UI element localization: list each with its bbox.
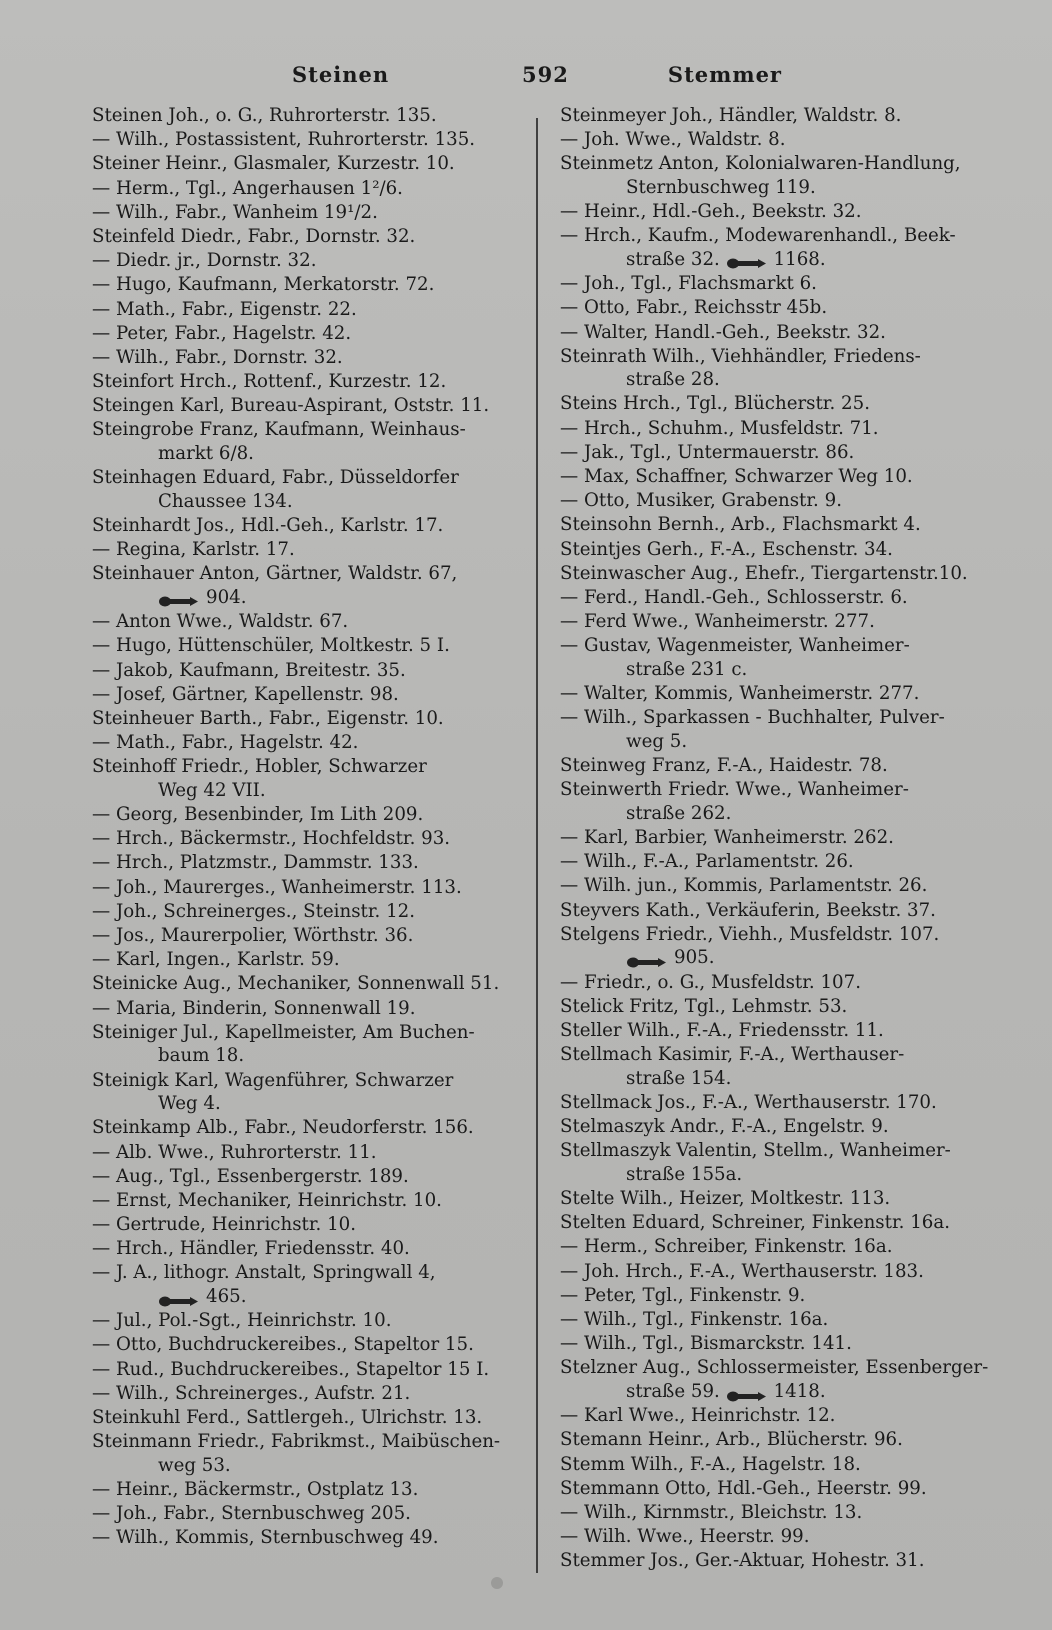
entry-continuation: weg 5.: [626, 730, 688, 752]
header-last-name: Stemmer: [667, 62, 782, 87]
directory-entry: [92, 1430, 522, 1477]
directory-entry: [92, 538, 522, 562]
page-number: 592: [522, 62, 569, 87]
directory-entry: [560, 1139, 985, 1186]
entry-line: — Rud., Buchdruckereibes., Stapeltor 15 I.: [92, 1358, 490, 1380]
directory-entry: [92, 1189, 522, 1213]
directory-entry: [560, 200, 985, 224]
directory-entry: [560, 610, 985, 634]
directory-entry: [92, 249, 522, 273]
entry-line: Stelgens Friedr., Viehh., Musfeldstr. 107.: [560, 923, 940, 945]
entry-line: Steinmetz Anton, Kolonialwaren-Handlung,: [560, 153, 961, 175]
column-divider: [536, 118, 538, 1573]
entry-line: Steins Hrch., Tgl., Blücherstr. 25.: [560, 393, 870, 415]
telephone-icon: [158, 591, 200, 604]
directory-entry: [560, 513, 985, 537]
directory-entry: [92, 997, 522, 1021]
entry-line: — Math., Fabr., Hagelstr. 42.: [92, 732, 359, 754]
entry-line: Steinwascher Aug., Ehefr., Tiergartenstr.10.: [560, 562, 968, 584]
directory-entry: [560, 634, 985, 681]
telephone-icon: [158, 1291, 200, 1304]
directory-entry: [92, 1069, 522, 1116]
directory-entry: [92, 1526, 522, 1550]
directory-entry: [92, 152, 522, 176]
directory-entry: [92, 1309, 522, 1333]
directory-entry: [560, 995, 985, 1019]
entry-line: Steingen Karl, Bureau-Aspirant, Oststr. 11.: [92, 395, 490, 417]
entry-line: — Friedr., o. G., Musfeldstr. 107.: [560, 971, 861, 993]
directory-entry: [560, 1549, 985, 1573]
directory-entry: [560, 1211, 985, 1235]
entry-line: Steinicke Aug., Mechaniker, Sonnenwall 51.: [92, 973, 500, 995]
entry-line: Steyvers Kath., Verkäuferin, Beekstr. 37.: [560, 899, 936, 921]
entry-line: — Max, Schaffner, Schwarzer Weg 10.: [560, 466, 913, 488]
entry-line: — Maria, Binderin, Sonnenwall 19.: [92, 997, 416, 1019]
entry-line: — Ferd Wwe., Wanheimerstr. 277.: [560, 611, 875, 633]
entry-line: — Heinr., Bäckermstr., Ostplatz 13.: [92, 1478, 419, 1500]
entry-line: — Georg, Besenbinder, Im Lith 209.: [92, 804, 424, 826]
directory-entry: [560, 1043, 985, 1090]
directory-entry: [560, 586, 985, 610]
entry-line: Stelzner Aug., Schlossermeister, Essenberger-: [560, 1357, 989, 1379]
entry-line: — Karl, Ingen., Karlstr. 59.: [92, 949, 340, 971]
entry-line: — Walter, Kommis, Wanheimerstr. 277.: [560, 683, 920, 705]
entry-line: Steinsohn Bernh., Arb., Flachsmarkt 4.: [560, 514, 921, 536]
directory-entry: [560, 1019, 985, 1043]
entry-line: — Regina, Karlstr. 17.: [92, 539, 295, 561]
entry-line: Steinkuhl Ferd., Sattlergeh., Ulrichstr. 13.: [92, 1406, 483, 1428]
left-column: [92, 104, 522, 1551]
directory-entry: [92, 466, 522, 513]
entry-line: Stemmer Jos., Ger.-Aktuar, Hohestr. 31.: [560, 1550, 925, 1572]
directory-entry: [560, 128, 985, 152]
entry-continuation: Weg 4.: [158, 1093, 221, 1115]
directory-entry: [560, 899, 985, 923]
page-header: [92, 62, 982, 92]
entry-line: Steingrobe Franz, Kaufmann, Weinhaus-: [92, 419, 466, 441]
entry-line: Steinrath Wilh., Viehhändler, Friedens-: [560, 345, 921, 367]
entry-line: — Otto, Buchdruckereibes., Stapeltor 15.: [92, 1334, 474, 1356]
entry-line: — Wilh., F.-A., Parlamentstr. 26.: [560, 851, 854, 873]
directory-entry: [92, 610, 522, 634]
directory-entry: [560, 224, 985, 271]
telephone-icon: [726, 253, 768, 266]
directory-entry: [92, 1165, 522, 1189]
directory-entry: [560, 1235, 985, 1259]
right-column: [560, 104, 989, 1574]
entry-line: — Jak., Tgl., Untermauerstr. 86.: [560, 441, 855, 463]
entry-line: — Joh. Wwe., Waldstr. 8.: [560, 129, 786, 151]
entry-line: Steinhagen Eduard, Fabr., Düsseldorfer: [92, 467, 459, 489]
entry-continuation: Sternbuschweg 119.: [626, 176, 816, 198]
directory-entry: [92, 562, 522, 609]
directory-entry: [560, 562, 985, 586]
directory-entry: [560, 1356, 989, 1403]
ink-spot: [491, 1577, 503, 1589]
entry-line: — Joh., Schreinerges., Steinstr. 12.: [92, 900, 416, 922]
entry-line: — Ernst, Mechaniker, Heinrichstr. 10.: [92, 1189, 442, 1211]
entry-line: — Otto, Musiker, Grabenstr. 9.: [560, 490, 842, 512]
directory-entry: [560, 465, 985, 489]
directory-entry: [560, 1284, 985, 1308]
directory-entry: [560, 682, 985, 706]
telephone-icon: [626, 952, 668, 965]
entry-line: — Wilh., Postassistent, Ruhrorterstr. 135.: [92, 129, 476, 151]
entry-line: — Walter, Handl.-Geh., Beekstr. 32.: [560, 321, 886, 343]
entry-continuation: Weg 42 VII.: [158, 779, 266, 801]
entry-line: — Jul., Pol.-Sgt., Heinrichstr. 10.: [92, 1310, 392, 1332]
directory-entry: [92, 177, 522, 201]
directory-entry: [560, 778, 985, 825]
directory-entry: [92, 1502, 522, 1526]
directory-entry: [560, 1477, 985, 1501]
entry-line: — Gustav, Wagenmeister, Wanheimer-: [560, 635, 910, 657]
entry-line: Steintjes Gerh., F.-A., Eschenstr. 34.: [560, 538, 893, 560]
directory-entry: [92, 346, 522, 370]
directory-entry: [560, 1404, 985, 1428]
directory-entry: [92, 731, 522, 755]
directory-entry: [560, 1091, 985, 1115]
directory-entry: [560, 754, 985, 778]
directory-entry: [92, 1406, 522, 1430]
entry-line: Steinfort Hrch., Rottenf., Kurzestr. 12.: [92, 371, 447, 393]
directory-entry: [92, 851, 522, 875]
directory-entry: [92, 1116, 522, 1140]
entry-continuation: 465.: [92, 1285, 522, 1309]
entry-line: — Hrch., Schuhm., Musfeldstr. 71.: [560, 417, 879, 439]
entry-continuation: straße 155a.: [626, 1163, 743, 1185]
directory-entry: [560, 706, 985, 753]
entry-line: — Ferd., Handl.-Geh., Schlosserstr. 6.: [560, 586, 908, 608]
directory-entry: [92, 1141, 522, 1165]
entry-line: Stellmack Jos., F.-A., Werthauserstr. 170.: [560, 1091, 937, 1113]
entry-continuation: markt 6/8.: [158, 443, 254, 465]
directory-entry: [560, 874, 985, 898]
directory-entry: [560, 538, 985, 562]
entry-line: — Wilh., Kirnmstr., Bleichstr. 13.: [560, 1501, 863, 1523]
directory-entry: [92, 803, 522, 827]
directory-entry: [92, 876, 522, 900]
entry-line: Steinwerth Friedr. Wwe., Wanheimer-: [560, 779, 909, 801]
entry-continuation: straße 28.: [626, 369, 720, 391]
entry-line: — J. A., lithogr. Anstalt, Springwall 4,: [92, 1262, 436, 1284]
entry-line: Stellmach Kasimir, F.-A., Werthauser-: [560, 1044, 905, 1066]
directory-entry: [92, 1237, 522, 1261]
entry-line: — Hrch., Kaufm., Modewarenhandl., Beek-: [560, 225, 956, 247]
directory-entry: [92, 707, 522, 731]
entry-line: — Otto, Fabr., Reichsstr 45b.: [560, 297, 828, 319]
entry-line: Steinhauer Anton, Gärtner, Waldstr. 67,: [92, 563, 458, 585]
entry-line: — Wilh., Sparkassen - Buchhalter, Pulver-: [560, 707, 945, 729]
directory-entry: [560, 296, 985, 320]
directory-entry: [92, 924, 522, 948]
entry-line: — Wilh., Fabr., Dornstr. 32.: [92, 346, 343, 368]
entry-line: — Peter, Fabr., Hagelstr. 42.: [92, 322, 352, 344]
entry-line: Steinheuer Barth., Fabr., Eigenstr. 10.: [92, 707, 444, 729]
entry-line: — Peter, Tgl., Finkenstr. 9.: [560, 1284, 806, 1306]
directory-entry: [92, 1358, 522, 1382]
entry-line: Stelmaszyk Andr., F.-A., Engelstr. 9.: [560, 1116, 889, 1138]
directory-entry: [560, 1428, 985, 1452]
entry-line: — Diedr. jr., Dornstr. 32.: [92, 250, 317, 272]
entry-continuation: 904.: [92, 586, 522, 610]
directory-entry: [560, 1501, 985, 1525]
entry-continuation: straße 154.: [626, 1067, 732, 1089]
entry-line: — Joh., Fabr., Sternbuschweg 205.: [92, 1503, 411, 1525]
directory-entry: [560, 321, 985, 345]
entry-continuation: straße 32. 1168.: [626, 248, 826, 270]
entry-line: — Jakob, Kaufmann, Breitestr. 35.: [92, 659, 406, 681]
entry-continuation: weg 53.: [158, 1454, 231, 1476]
entry-line: Steinmeyer Joh., Händler, Waldstr. 8.: [560, 105, 902, 126]
directory-entry: [560, 1308, 985, 1332]
entry-line: — Aug., Tgl., Essenbergerstr. 189.: [92, 1165, 409, 1187]
directory-entry: [560, 1332, 985, 1356]
directory-entry: [92, 972, 522, 996]
entry-line: — Wilh., Schreinerges., Aufstr. 21.: [92, 1382, 411, 1404]
entry-line: Steiner Heinr., Glasmaler, Kurzestr. 10.: [92, 153, 455, 175]
directory-entry: [92, 225, 522, 249]
directory-entry: [560, 345, 985, 392]
entry-line: — Gertrude, Heinrichstr. 10.: [92, 1214, 357, 1236]
entry-line: — Wilh., Kommis, Sternbuschweg 49.: [92, 1527, 439, 1549]
entry-line: — Anton Wwe., Waldstr. 67.: [92, 611, 349, 633]
directory-entry: [560, 152, 985, 199]
entry-line: — Hugo, Hüttenschüler, Moltkestr. 5 I.: [92, 635, 450, 657]
entry-line: — Hugo, Kaufmann, Merkatorstr. 72.: [92, 274, 435, 296]
directory-entry: [560, 971, 985, 995]
directory-entry: [92, 394, 522, 418]
directory-entry: [92, 755, 522, 802]
entry-line: — Wilh. Wwe., Heerstr. 99.: [560, 1526, 810, 1548]
entry-continuation: baum 18.: [158, 1045, 245, 1067]
entry-line: Stelick Fritz, Tgl., Lehmstr. 53.: [560, 995, 848, 1017]
directory-entry: [92, 1478, 522, 1502]
entry-continuation: Chaussee 134.: [158, 490, 293, 512]
directory-entry: [92, 1261, 522, 1308]
entry-line: Steiniger Jul., Kapellmeister, Am Buchen-: [92, 1021, 475, 1043]
entry-continuation: 905.: [560, 946, 985, 970]
directory-entry: [92, 683, 522, 707]
directory-entry: [560, 417, 985, 441]
directory-entry: [560, 272, 985, 296]
directory-entry: [92, 322, 522, 346]
entry-line: Steinkamp Alb., Fabr., Neudorferstr. 156.: [92, 1117, 474, 1139]
entry-line: — Karl Wwe., Heinrichstr. 12.: [560, 1405, 836, 1427]
directory-entry: [560, 489, 985, 513]
entry-line: — Joh., Tgl., Flachsmarkt 6.: [560, 273, 817, 295]
entry-line: Stemann Heinr., Arb., Blücherstr. 96.: [560, 1429, 903, 1451]
entry-line: Stelte Wilh., Heizer, Moltkestr. 113.: [560, 1188, 891, 1210]
directory-entry: [92, 514, 522, 538]
entry-line: — Karl, Barbier, Wanheimerstr. 262.: [560, 827, 894, 849]
entry-line: Steinfeld Diedr., Fabr., Dornstr. 32.: [92, 225, 416, 247]
entry-line: — Alb. Wwe., Ruhrorterstr. 11.: [92, 1141, 377, 1163]
entry-line: Steinen Joh., o. G., Ruhrorterstr. 135.: [92, 105, 437, 126]
entry-line: — Heinr., Hdl.-Geh., Beekstr. 32.: [560, 201, 862, 223]
entry-line: — Jos., Maurerpolier, Wörthstr. 36.: [92, 925, 414, 946]
entry-line: — Herm., Schreiber, Finkenstr. 16a.: [560, 1236, 893, 1258]
entry-continuation: straße 262.: [626, 802, 732, 824]
directory-entry: [560, 104, 985, 128]
directory-entry: [92, 827, 522, 851]
entry-line: — Josef, Gärtner, Kapellenstr. 98.: [92, 683, 399, 705]
directory-entry: [92, 418, 522, 465]
directory-entry: [560, 1260, 985, 1284]
header-first-name: Steinen: [292, 62, 390, 87]
directory-entry: [560, 392, 985, 416]
directory-entry: [92, 634, 522, 658]
directory-entry: [92, 1021, 522, 1068]
entry-line: — Wilh., Fabr., Wanheim 19¹/2.: [92, 201, 378, 223]
directory-entry: [560, 850, 985, 874]
telephone-icon: [726, 1386, 768, 1399]
directory-entry: [560, 441, 985, 465]
entry-line: — Math., Fabr., Eigenstr. 22.: [92, 298, 357, 320]
directory-entry: [560, 1115, 985, 1139]
entry-continuation: straße 231 c.: [626, 658, 748, 680]
entry-line: Stemmann Otto, Hdl.-Geh., Heerstr. 99.: [560, 1477, 927, 1499]
entry-line: Steller Wilh., F.-A., Friedensstr. 11.: [560, 1019, 884, 1041]
entry-line: — Wilh., Tgl., Bismarckstr. 141.: [560, 1333, 852, 1355]
entry-line: — Hrch., Händler, Friedensstr. 40.: [92, 1238, 410, 1260]
directory-entry: [92, 104, 522, 128]
entry-line: — Wilh. jun., Kommis, Parlamentstr. 26.: [560, 875, 928, 897]
directory-entry: [560, 1187, 985, 1211]
entry-line: Steinigk Karl, Wagenführer, Schwarzer: [92, 1069, 454, 1091]
directory-entry: [92, 659, 522, 683]
directory-entry: [560, 923, 985, 970]
entry-line: — Wilh., Tgl., Finkenstr. 16a.: [560, 1309, 829, 1331]
directory-entry: [92, 273, 522, 297]
directory-entry: [92, 128, 522, 152]
directory-entry: [92, 1382, 522, 1406]
directory-entry: [560, 826, 985, 850]
directory-entry: [92, 1213, 522, 1237]
directory-entry: [92, 900, 522, 924]
entry-line: Stemm Wilh., F.-A., Hagelstr. 18.: [560, 1453, 861, 1475]
directory-entry: [92, 370, 522, 394]
directory-entry: [92, 948, 522, 972]
entry-line: Stellmaszyk Valentin, Stellm., Wanheimer-: [560, 1140, 951, 1162]
directory-entry: [92, 1333, 522, 1357]
directory-entry: [560, 1525, 985, 1549]
entry-line: — Joh. Hrch., F.-A., Werthauserstr. 183.: [560, 1260, 924, 1282]
entry-line: — Herm., Tgl., Angerhausen 1²/6.: [92, 177, 403, 199]
entry-line: Steinhoff Friedr., Hobler, Schwarzer: [92, 756, 427, 778]
entry-line: — Hrch., Bäckermstr., Hochfeldstr. 93.: [92, 828, 451, 850]
entry-continuation: straße 59. 1418.: [626, 1381, 826, 1402]
entry-line: Steinmann Friedr., Fabrikmst., Maibüschen-: [92, 1431, 501, 1453]
directory-entry: [92, 201, 522, 225]
entry-line: Steinhardt Jos., Hdl.-Geh., Karlstr. 17.: [92, 515, 444, 536]
directory-entry: [92, 298, 522, 322]
directory-entry: [560, 1453, 985, 1477]
entry-line: — Joh., Maurerges., Wanheimerstr. 113.: [92, 876, 462, 898]
entry-line: — Hrch., Platzmstr., Dammstr. 133.: [92, 852, 419, 874]
entry-line: Steinweg Franz, F.-A., Haidestr. 78.: [560, 755, 888, 777]
entry-line: Stelten Eduard, Schreiner, Finkenstr. 16a.: [560, 1212, 950, 1234]
